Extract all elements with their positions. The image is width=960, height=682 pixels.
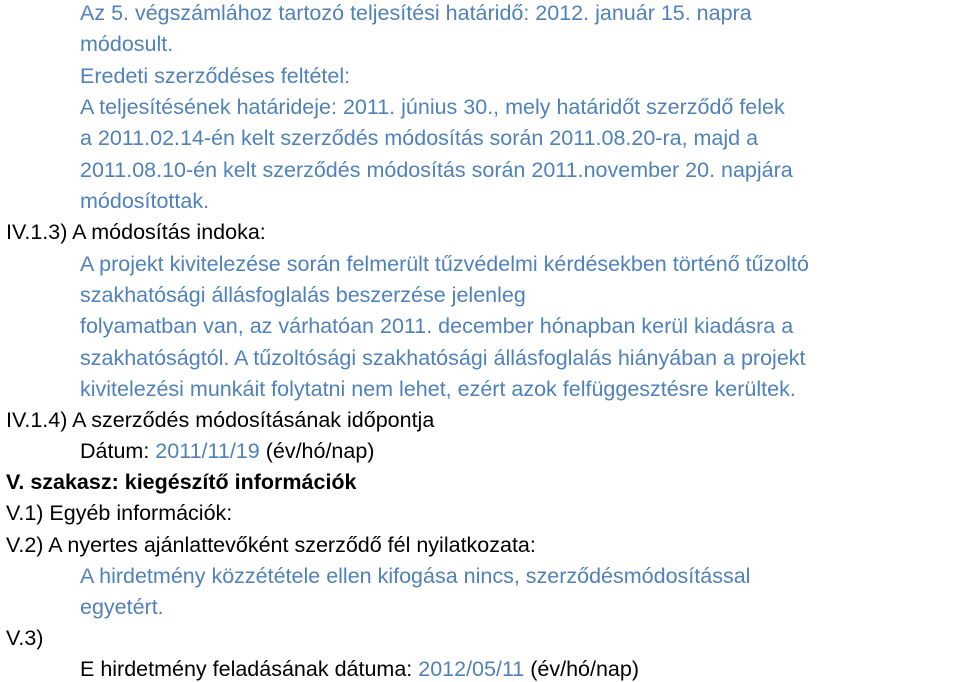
section-v1-heading: V.1) Egyéb információk: xyxy=(6,501,233,525)
modified-line: módosult. xyxy=(80,32,174,56)
reason-line-1: A projekt kivitelezése során felmerült tűzvédelmi kérdésekben történő tűzoltó xyxy=(80,252,809,276)
section-v2-heading: V.2) A nyertes ajánlattevőként szerződő fél nyilatkozata: xyxy=(6,533,536,557)
section-v-heading: V. szakasz: kiegészítő információk xyxy=(6,470,357,494)
completion-deadline-line: Az 5. végszámlához tartozó teljesítési határidő: 2012. január 15. napra xyxy=(80,1,752,25)
statement-line-2: egyetért. xyxy=(80,595,164,619)
date-format: (év/hó/nap) xyxy=(265,439,375,463)
original-condition-label: Eredeti szerződéses feltétel: xyxy=(80,64,351,88)
amendment-history-line-1: a 2011.02.14-én kelt szerződés módosítás során 2011.08.20-ra, majd a xyxy=(80,126,759,150)
dispatch-date-label: E hirdetmény feladásának dátuma: xyxy=(80,657,413,681)
statement-line-1: A hirdetmény közzététele ellen kifogása nincs, szerződésmódosítással xyxy=(80,564,751,588)
amendment-history-line-3: módosítottak. xyxy=(80,189,210,213)
reason-line-3: folyamatban van, az várhatóan 2011. december hónapban kerül kiadásra a xyxy=(80,314,794,338)
dispatch-date-value: 2012/05/11 xyxy=(418,657,525,681)
original-deadline-line: A teljesítésének határideje: 2011. június 30., mely határidőt szerződő felek xyxy=(80,95,785,119)
section-iv-1-4-heading: IV.1.4) A szerződés módosításának időpontja xyxy=(6,408,435,432)
section-iv-1-3-heading: IV.1.3) A módosítás indoka: xyxy=(6,220,266,244)
reason-line-5: kivitelezési munkáit folytatni nem lehet, ezért azok felfüggesztésre kerültek. xyxy=(80,377,796,401)
amendment-history-line-2: 2011.08.10-én kelt szerződés módosítás során 2011.november 20. napjára xyxy=(80,158,793,182)
dispatch-date-line xyxy=(80,656,639,682)
reason-line-4: szakhatóságtól. A tűzoltósági szakhatósági állásfoglalás hiányában a projekt xyxy=(80,346,806,370)
dispatch-date-format: (év/hó/nap) xyxy=(530,657,640,681)
reason-line-2: szakhatósági állásfoglalás beszerzése jelenleg xyxy=(80,283,526,307)
section-v3-heading: V.3) xyxy=(6,626,44,650)
date-value: 2011/11/19 xyxy=(155,439,260,463)
date-label: Dátum: xyxy=(80,439,150,463)
amendment-date-line xyxy=(80,438,374,464)
